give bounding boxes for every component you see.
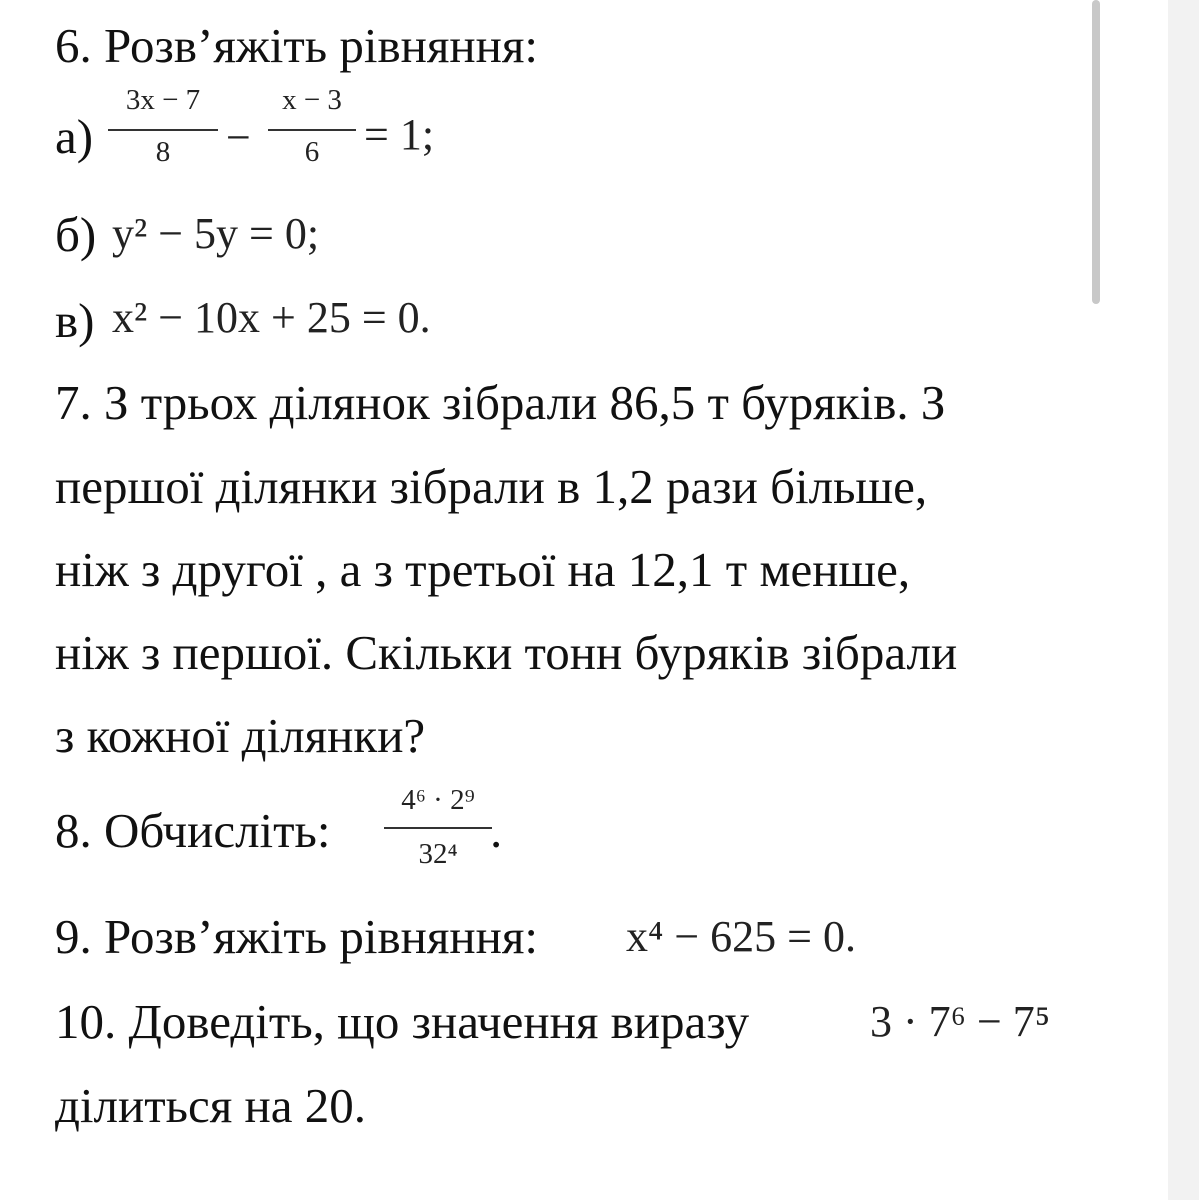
- task10-line-1: 10. Доведіть, що значення виразу: [55, 994, 750, 1049]
- task6-b-equation: y² − 5y = 0;: [112, 209, 320, 258]
- task6-a-minus: −: [226, 113, 251, 162]
- task9-label: 9. Розв’яжіть рівняння:: [55, 909, 538, 964]
- fraction-denominator: 8: [155, 136, 171, 168]
- task6-b-label: б): [55, 207, 97, 262]
- fraction-bar: [108, 129, 218, 131]
- task6-c-equation: x² − 10x + 25 = 0.: [112, 293, 431, 342]
- task8-fraction: [384, 778, 492, 886]
- task8-period: .: [490, 803, 503, 858]
- task7-line-5: з кожної ділянки?: [55, 708, 426, 763]
- fraction-numerator: 3x − 7: [125, 84, 201, 116]
- task6-a-fraction-2: [268, 86, 356, 178]
- scrollbar[interactable]: [1088, 0, 1104, 310]
- task6-a-rhs: = 1;: [364, 110, 435, 159]
- task6-title: 6. Розв’яжіть рівняння:: [55, 18, 538, 73]
- fraction-numerator: 4⁶ · 2⁹: [401, 784, 475, 816]
- fraction-bar: [268, 129, 356, 131]
- fraction-bar: [384, 827, 492, 829]
- task6-a-label: а): [55, 109, 94, 164]
- scrollbar-thumb[interactable]: [1092, 0, 1100, 304]
- task8-label: 8. Обчисліть:: [55, 803, 331, 858]
- task9-equation: x⁴ − 625 = 0.: [626, 912, 856, 961]
- task7-line-4: ніж з першої. Скільки тонн буряків зібрали: [55, 625, 958, 680]
- task10-expression: 3 · 7⁶ − 7⁵: [870, 997, 1051, 1046]
- fraction-numerator: x − 3: [282, 84, 342, 116]
- fraction-denominator: 6: [304, 136, 320, 168]
- fraction-denominator: 32⁴: [418, 838, 458, 870]
- task10-line-2: ділиться на 20.: [55, 1078, 366, 1133]
- task6-c-label: в): [55, 293, 95, 348]
- task7-line-1: 7. З трьох ділянок зібрали 86,5 т буряків. З: [55, 375, 946, 430]
- task7-line-3: ніж з другої , а з третьої на 12,1 т менше,: [55, 542, 911, 597]
- task6-a-fraction-1: [108, 86, 218, 178]
- right-margin-strip: [1168, 0, 1199, 1200]
- task7-line-2: першої ділянки зібрали в 1,2 рази більше,: [55, 459, 928, 514]
